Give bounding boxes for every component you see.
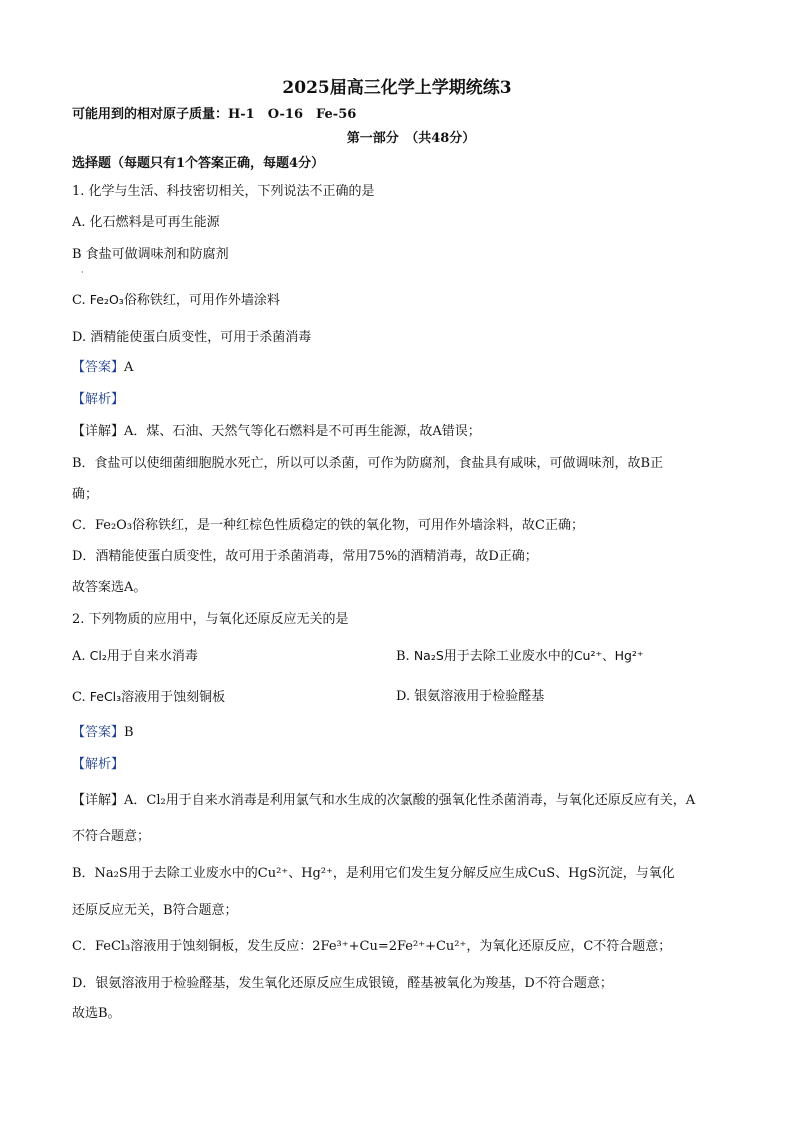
q1-option-a: A. 化石燃料是可再生能源 (72, 215, 220, 230)
q2-answer (72, 724, 734, 742)
q2-options-row2 (72, 688, 734, 707)
detail-tag: 【详解】 (72, 424, 125, 439)
q1-conclusion: 故答案选A。 (72, 580, 147, 595)
q2-detail-a-line1 (72, 792, 734, 810)
atomic-mass-note: 可能用到的相对原子质量：H-1 O-16 Fe-56 (72, 107, 357, 122)
q1-option-d: D. 酒精能使蛋白质变性，可用于杀菌消毒 (72, 330, 312, 345)
q1-detail-b-line2: 确； (72, 487, 99, 502)
q2-option-d: D. 银氨溶液用于检验醛基 (396, 689, 545, 704)
answer-tag: 【答案】 (72, 725, 125, 740)
q1-detail-d: D．酒精能使蛋白质变性，故可用于杀菌消毒，常用75%的酒精消毒，故D正确； (72, 549, 538, 564)
q1-option-c (72, 291, 734, 310)
q2-option-a-prefix: A. (72, 649, 90, 664)
q2-detail-c: C．FeCl₃溶液用于蚀刻铜板，发生反应：2Fe³⁺+Cu=2Fe²⁺+Cu²⁺，为氧化还原反应，C不符合题意； (72, 939, 672, 954)
q2-option-b-formula: Na₂S (413, 648, 444, 663)
q1-detail-a-text: A．煤、石油、天然气等化石燃料是不可再生能源，故A错误； (124, 424, 481, 439)
q1-stem: 1. 化学与生活、科技密切相关，下列说法不正确的是 (72, 184, 375, 199)
q2-option-c-text: 溶液用于蚀刻铜板 (121, 690, 226, 705)
q1-option-c-formula: Fe₂O₃ (89, 292, 124, 307)
q2-option-b-text: 用于去除工业废水中的 (443, 649, 574, 664)
q2-conclusion: 故选B。 (72, 1006, 121, 1021)
q1-analysis-tag: 【解析】 (72, 392, 125, 407)
q1-detail-a (72, 423, 734, 441)
q1-detail-c: C．Fe₂O₃俗称铁红，是一种红棕色性质稳定的铁的氧化物，可用作外墙涂料，故C正确； (72, 518, 584, 533)
q2-option-c-prefix: C. (72, 690, 90, 705)
q2-analysis-tag: 【解析】 (72, 757, 125, 772)
q2-detail-b-line2: 还原反应无关，B符合题意； (72, 903, 238, 918)
q2-answer-value: B (124, 725, 134, 740)
q2-option-b (396, 647, 644, 666)
section-title: 选择题（每题只有1个答案正确，每题4分） (72, 156, 325, 171)
q2-option-c (72, 690, 225, 705)
decorative-dot: · (81, 268, 84, 277)
part-title: 第一部分 （共48分） (346, 131, 476, 146)
q2-stem: 2. 下列物质的应用中，与氧化还原反应无关的是 (72, 612, 349, 627)
q2-detail-a-line2: 不符合题意； (72, 829, 151, 844)
q1-answer (72, 359, 734, 377)
q2-detail-b-line1: B．Na₂S用于去除工业废水中的Cu²⁺、Hg²⁺，是利用它们发生复分解反应生成CuS、HgS沉淀，与氧化 (72, 866, 675, 881)
q1-detail-b-line1: B．食盐可以使细菌细胞脱水死亡，所以可以杀菌，可作为防腐剂，食盐具有咸味，可做调味剂，故B正 (72, 456, 664, 471)
q2-option-b-ions: Cu²⁺、Hg²⁺ (573, 648, 644, 663)
q1-option-b: B 食盐可做调味剂和防腐剂 (72, 247, 229, 262)
q1-answer-value: A (124, 360, 134, 375)
q2-option-a-formula: Cl₂ (89, 648, 107, 663)
detail-tag: 【详解】 (72, 793, 125, 808)
q2-option-c-formula: FeCl₃ (89, 689, 122, 704)
exam-title: 2025届高三化学上学期统练3 (282, 78, 512, 98)
q2-detail-d: D．银氨溶液用于检验醛基，发生氧化还原反应生成银镜，醛基被氧化为羧基，D不符合题意； (72, 976, 613, 991)
q2-detail-a-text: A．Cl₂用于自来水消毒是利用氯气和水生成的次氯酸的强氧化性杀菌消毒，与氧化还原反应有关，A (124, 793, 696, 808)
q1-option-c-prefix: C. (72, 293, 90, 308)
q2-option-a-text: 用于自来水消毒 (106, 649, 198, 664)
q2-options-row1 (72, 647, 734, 666)
answer-tag: 【答案】 (72, 360, 125, 375)
q2-option-a (72, 649, 198, 664)
q2-option-b-prefix: B. (396, 649, 414, 664)
q1-option-c-text: 俗称铁红，可用作外墙涂料 (123, 293, 280, 308)
